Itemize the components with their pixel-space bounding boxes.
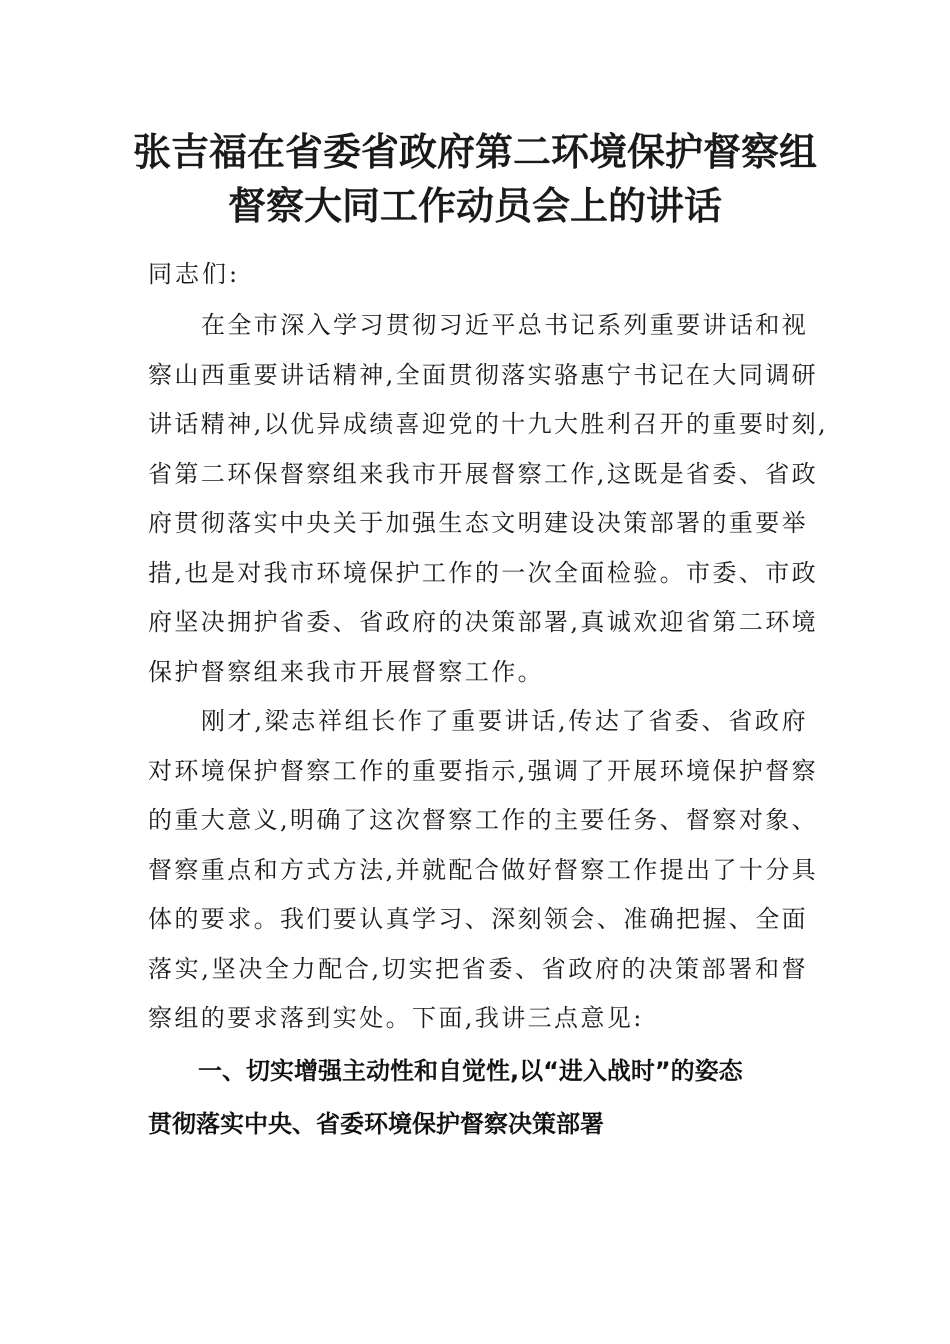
paragraph-line: 体的要求。我们要认真学习、深刻领会、准确把握、全面 (148, 905, 808, 933)
section-heading-line: 一、切实增强主动性和自觉性,以“进入战时”的姿态 (198, 1057, 743, 1085)
paragraph-line: 省第二环保督察组来我市开展督察工作,这既是省委、省政 (148, 459, 819, 488)
paragraph-1-text (148, 301, 829, 697)
paragraph-line: 察山西重要讲话精神,全面贯彻落实骆惠宁书记在大同调研 (148, 360, 819, 389)
paragraph-line: 的重大意义,明确了这次督察工作的主要任务、督察对象、 (148, 806, 819, 834)
paragraph-line: 措,也是对我市环境保护工作的一次全面检验。市委、市政 (148, 558, 819, 587)
paragraph-line: 刚才,梁志祥组长作了重要讲话,传达了省委、省政府 (201, 707, 808, 735)
paragraph-line: 府坚决拥护省委、省政府的决策部署,真诚欢迎省第二环境 (148, 608, 819, 636)
section-heading-line: 贯彻落实中央、省委环境保护督察决策部署 (148, 1110, 604, 1138)
paragraph-2 (148, 697, 819, 1044)
paragraph-2-text (148, 697, 819, 1044)
document-title-line-2: 督察大同工作动员会上的讲话 (227, 183, 722, 228)
paragraph-line: 对环境保护督察工作的重要指示,强调了开展环境保护督察 (148, 756, 819, 785)
paragraph-line: 在全市深入学习贯彻习近平总书记系列重要讲话和视 (201, 311, 809, 339)
paragraph-line: 保护督察组来我市开展督察工作。 (148, 657, 544, 686)
paragraph-line: 察组的要求落到实处。下面,我讲三点意见: (148, 1004, 644, 1032)
paragraph-line: 府贯彻落实中央关于加强生态文明建设决策部署的重要举 (148, 509, 808, 537)
paragraph-line: 落实,坚决全力配合,切实把省委、省政府的决策部署和督 (148, 954, 808, 983)
paragraph-1 (148, 301, 829, 697)
section-heading-1 (148, 1045, 808, 1151)
salutation: 同志们: (148, 260, 241, 288)
paragraph-line: 讲话精神,以优异成绩喜迎党的十九大胜利召开的重要时刻, (148, 410, 829, 438)
paragraph-line: 督察重点和方式方法,并就配合做好督察工作提出了十分具 (148, 855, 819, 884)
document-title-line-1: 张吉福在省委省政府第二环境保护督察组 (132, 129, 817, 174)
